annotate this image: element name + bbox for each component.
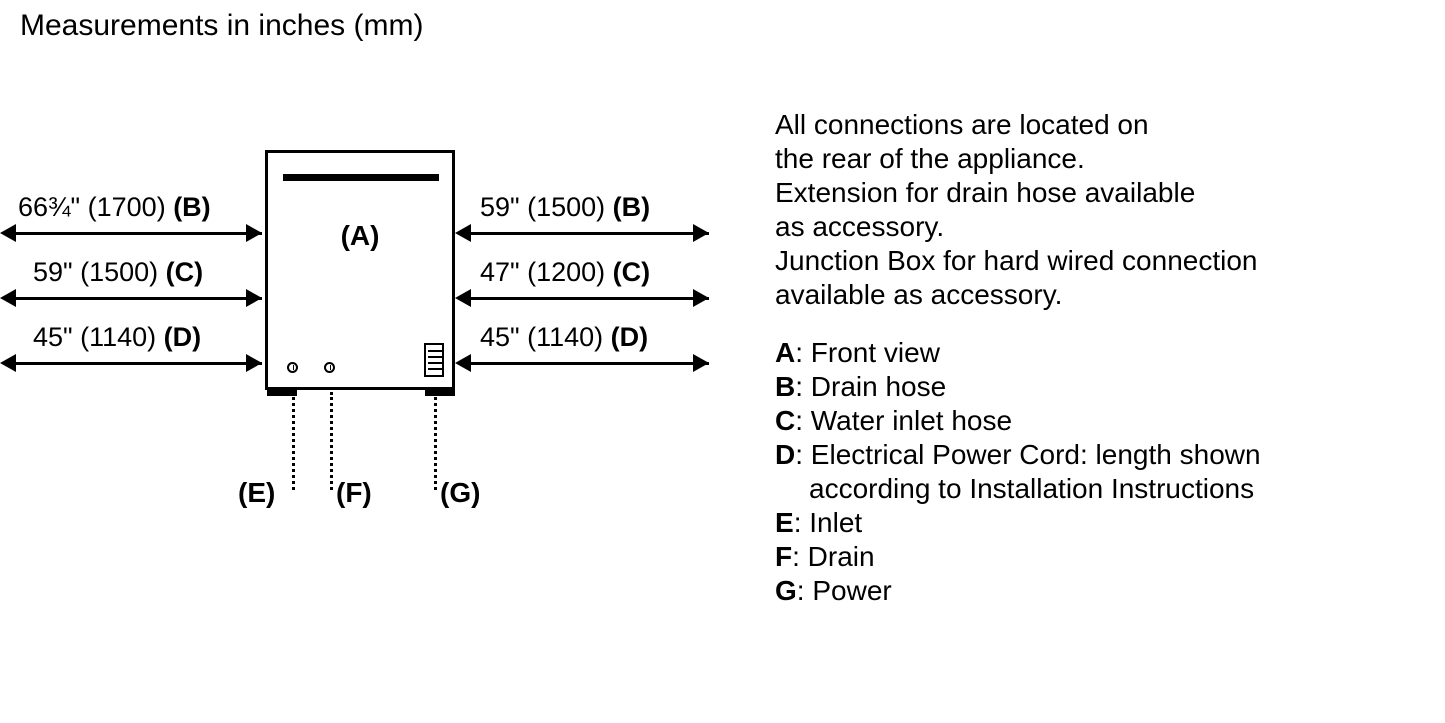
legend-desc-e: Inlet <box>809 507 863 538</box>
arrow-head-right-1-start <box>455 224 471 242</box>
arrow-head-left-1-end <box>246 224 262 242</box>
legend-item-b <box>775 370 1425 404</box>
note-line-1: All connections are located on <box>775 109 1149 140</box>
arrow-head-right-3-start <box>455 354 471 372</box>
measurement-row-left-2 <box>0 257 265 317</box>
appliance-label-a: (A) <box>340 220 380 251</box>
measurement-letter-right-2: (C) <box>612 257 651 287</box>
legend-desc-g: Power <box>812 575 892 606</box>
note-line-2: the rear of the appliance. <box>775 143 1085 174</box>
callout-g: (G) <box>440 477 481 508</box>
legend-key-c: C <box>775 405 796 436</box>
legend-sep-g: : <box>796 575 813 606</box>
arrow-line-left-2 <box>12 297 262 300</box>
arrow-head-left-2-start <box>0 289 16 307</box>
legend-key-b: B <box>775 371 796 402</box>
measurement-label-right-2 <box>480 257 650 287</box>
power-drop-line <box>434 392 437 490</box>
legend-key-e: E <box>775 507 794 538</box>
legend-sep-e: : <box>793 507 810 538</box>
measurement-label-right-1 <box>480 192 650 222</box>
legend-key-f: F <box>775 541 793 572</box>
measurement-label-left-2 <box>33 257 203 287</box>
drain-port-icon <box>324 362 335 373</box>
inlet-port-icon <box>287 362 298 373</box>
arrow-head-right-2-start <box>455 289 471 307</box>
legend-block <box>775 336 1425 608</box>
measurement-label-left-1 <box>18 192 211 222</box>
power-plug-icon <box>424 343 444 377</box>
legend-item-c <box>775 404 1425 438</box>
arrow-head-right-3-end <box>693 354 709 372</box>
notes-block <box>775 108 1425 312</box>
legend-sep-c: : <box>795 405 811 436</box>
legend-desc-d-continued: according to Installation Instructions <box>809 473 1255 504</box>
measurement-letter-left-3: (D) <box>163 322 202 352</box>
measurement-label-left-3 <box>33 322 201 352</box>
legend-sep-b: : <box>795 371 811 402</box>
legend-desc-b: Drain hose <box>810 371 947 402</box>
legend-desc-f: Drain <box>807 541 875 572</box>
legend-item-g <box>775 574 1425 608</box>
legend-desc-d: Electrical Power Cord: length shown <box>810 439 1261 470</box>
measurement-value-left-3: 45" (1140) <box>33 322 164 352</box>
legend-key-d: D <box>775 439 796 470</box>
measurement-value-left-1: 66¾" (1700) <box>18 192 174 222</box>
legend-key-a: A <box>775 337 796 368</box>
note-line-4: as accessory. <box>775 211 945 242</box>
legend-sep-d: : <box>795 439 811 470</box>
callout-f: (F) <box>336 477 372 508</box>
arrow-head-left-1-start <box>0 224 16 242</box>
measurement-letter-right-3: (D) <box>610 322 649 352</box>
inlet-drop-line <box>292 392 295 490</box>
legend-sep-f: : <box>792 541 808 572</box>
legend-key-g: G <box>775 575 797 606</box>
legend-sep-a: : <box>795 337 811 368</box>
measurement-row-right-2 <box>455 257 725 317</box>
arrow-line-left-3 <box>12 362 262 365</box>
arrow-line-right-1 <box>469 232 709 235</box>
measurement-value-left-2: 59" (1500) <box>33 257 166 287</box>
measurement-value-right-1: 59" (1500) <box>480 192 613 222</box>
page-title: Measurements in inches (mm) <box>20 9 424 42</box>
legend-item-e <box>775 506 1425 540</box>
measurement-letter-right-1: (B) <box>612 192 651 222</box>
callout-e: (E) <box>238 477 276 508</box>
arrow-line-right-2 <box>469 297 709 300</box>
legend-item-d <box>775 438 1425 472</box>
measurement-row-left-3 <box>0 322 265 382</box>
arrow-head-left-3-end <box>246 354 262 372</box>
measurement-value-right-2: 47" (1200) <box>480 257 613 287</box>
arrow-line-left-1 <box>12 232 262 235</box>
arrow-head-right-2-end <box>693 289 709 307</box>
legend-item-a <box>775 336 1425 370</box>
note-line-3: Extension for drain hose available <box>775 177 1196 208</box>
note-line-5: Junction Box for hard wired connection <box>775 245 1258 276</box>
measurement-row-left-1 <box>0 192 265 252</box>
measurement-row-right-3 <box>455 322 725 382</box>
measurement-row-right-1 <box>455 192 725 252</box>
appliance-foot-right <box>425 390 455 396</box>
legend-desc-a: Front view <box>810 337 940 368</box>
appliance-handle <box>283 174 439 181</box>
note-line-6: available as accessory. <box>775 279 1063 310</box>
notes-and-legend-panel <box>775 108 1425 608</box>
arrow-line-right-3 <box>469 362 709 365</box>
measurement-letter-left-1: (B) <box>173 192 211 222</box>
legend-item-f <box>775 540 1425 574</box>
arrow-head-left-3-start <box>0 354 16 372</box>
measurement-value-right-3: 45" (1140) <box>480 322 611 352</box>
measurement-label-right-3 <box>480 322 648 352</box>
measurement-letter-left-2: (C) <box>165 257 204 287</box>
arrow-head-left-2-end <box>246 289 262 307</box>
drain-drop-line <box>330 392 333 490</box>
legend-desc-c: Water inlet hose <box>810 405 1013 436</box>
arrow-head-right-1-end <box>693 224 709 242</box>
